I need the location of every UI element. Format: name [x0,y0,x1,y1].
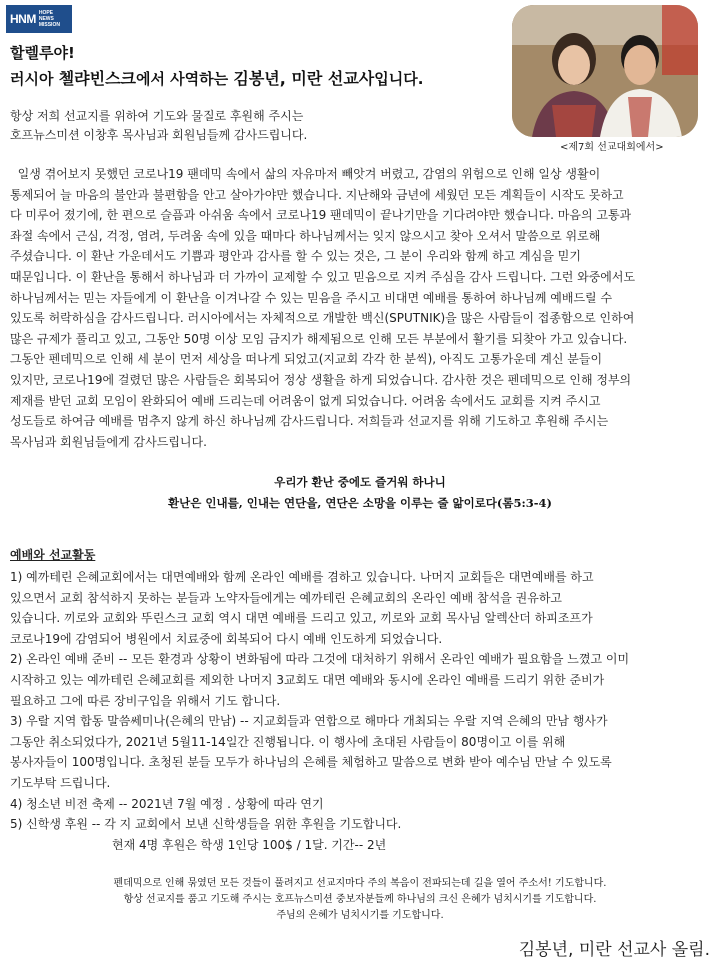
activity-line: 봉사자들이 100명입니다. 초청된 분들 모두가 하나님의 은혜를 체험하고 말씀으로 변화 받아 예수님 만날 수 있도록 [10,755,612,770]
activity-line: 기도부탁 드립니다. [10,775,111,790]
body-line: 다 미루어 졌기에, 한 편으로 슬픔과 아쉬움 속에서 코로나19 팬데믹이 끝나기만을 기다려야만 했습니다. 마음의 고통과 [10,208,632,223]
body-line: 일생 겪어보지 못했던 코로나19 팬데믹 속에서 삶의 자유마저 빼앗겨 버렸고, 감염의 위험으로 인해 일상 생활이 [10,167,601,181]
prayer-closing [0,876,720,924]
body-line: 통제되어 늘 마음의 불안과 불편함을 안고 살아가야만 했습니다. 지난해와 금년에 세웠던 모든 계획들이 시작도 못하고 [10,187,624,202]
body-line: 있도록 허락하심을 감사드립니다. 러시아에서는 자체적으로 개발한 백신(SPUTNIK)을 많은 사람들이 접종함으로 인하여 [10,311,635,326]
body-line: 그동안 펜데믹으로 인해 세 분이 먼저 세상을 떠나게 되었고(지교회 각각 한 분씩), 아직도 고통가운데 계신 분들이 [10,352,603,367]
logo-sub-3: MISSION [38,22,60,28]
thanks-line: 호프뉴스미션 이창후 목사님과 회원님들께 감사드립니다. [10,128,308,142]
verse-line-2: 환난은 인내를, 인내는 연단을, 연단은 소망을 이루는 줄 앎이로다(롬5:3-4) [168,496,552,510]
activity-line: 필요하고 그에 따른 장비구입을 위해서 기도 합니다. [10,693,281,708]
intro-suffix: 입니다. [374,70,424,88]
activity-line: 2) 온라인 예배 준비 -- 모든 환경과 상황이 변화됨에 따라 그것에 대처하기 위해서 온라인 예배가 필요함을 느꼈고 이미 [10,652,630,667]
prayer-line: 항상 선교지를 품고 기도해 주시는 호프뉴스미션 중보자분들께 하나님의 크신 은혜가 넘치시기를 기도합니다. [123,894,597,905]
activity-line: 시작하고 있는 예까테린 은혜교회를 제외한 나머지 3교회도 대면 예배와 동시에 온라인 예배를 드리기 위한 준비가 [10,672,605,687]
section-title: 예배와 선교활동 [10,548,96,562]
activity-line: 1) 예까테린 은혜교회에서는 대면예배와 함께 온라인 예배를 겸하고 있습니다. 나머지 교회들은 대면예배를 하고 [10,570,594,584]
intro-heading [10,66,423,89]
logo-mark: HNM [10,12,36,26]
support-line: 현재 4명 후원은 학생 1인당 100$ / 1달. 기간-- 2년 [112,837,387,852]
body-line: 주셨습니다. 이 환난 가운데서도 기쁨과 평안과 감사를 할 수 있는 것은, 그 분이 우리와 함께 하고 계심을 믿기 [10,249,581,264]
photo-illustration [512,5,698,137]
intro-prefix: 러시아 [10,70,59,88]
thanks-paragraph [10,107,480,145]
body-line: 제재를 받던 교회 모임이 완화되어 예배 드리는데 어려움이 없게 되었습니다. 어려움 속에서도 교회를 지켜 주시고 [10,393,601,408]
body-line: 목사님과 회원님들에게 감사드립니다. [10,434,207,449]
body-line: 성도들로 하여금 예배를 멈추지 않게 하신 하나님께 감사드립니다. 저희들과 선교지를 위해 기도하고 후원해 주시는 [10,414,609,429]
activity-line: 있습니다. 끼로와 교회와 뚜린스크 교회 역시 대면 예배를 드리고 있고, 끼로와 교회 목사님 알렉산더 하피조프가 [10,611,593,626]
activity-line: 코로나19에 감염되어 병원에서 치료중에 회복되어 다시 예배 인도하게 되었습니다. [10,631,443,646]
prayer-line: 주님의 은혜가 넘치시기를 기도합니다. [276,910,444,921]
signature: 김봉년, 미란 선교사 올림. [518,940,710,960]
activity-line: 있으면서 교회 참석하지 못하는 분들과 노약자들에게는 예까테린 은혜교회의 온라인 예배 참석을 권유하고 [10,590,563,605]
photo-caption: <제7회 선교대회에서> [560,142,664,153]
body-line: 많은 규제가 풀리고 있고, 그동안 50명 이상 모임 금지가 해제됨으로 인해 모든 부분에서 활기를 되찾아 가고 있습니다. [10,331,628,346]
body-line: 있지만, 코로나19에 걸렸던 많은 사람들은 회복되어 정상 생활을 하게 되었습니다. 감사한 것은 펜데믹으로 인해 정부의 [10,372,632,387]
body-line: 때문입니다. 이 환난을 통해서 하나님과 더 가까이 교제할 수 있고 믿음으로 지켜 주심을 감사 드립니다. 그런 와중에서도 [10,269,636,284]
body-line: 하나님께서는 믿는 자들에게 이 환난을 이겨나갈 수 있는 믿음을 주시고 비대면 예배를 통하여 하나님께 예배드릴 수 [10,290,613,305]
intro-city: 첼랴빈스크 [58,69,136,88]
activities-list [10,567,710,855]
greeting: 할렐루야! [10,44,75,62]
activity-line: 4) 청소년 비전 축제 -- 2021년 7월 예정 . 상황에 따라 연기 [10,796,324,811]
verse-line-1: 우리가 환난 중에도 즐거워 하나니 [274,475,446,489]
missionary-couple-photo [512,5,698,137]
thanks-line: 항상 저희 선교지를 위하여 기도와 물질로 후원해 주시는 [10,109,304,123]
activity-line: 3) 우랄 지역 합동 말씀쎄미나(은혜의 만남) -- 지교회들과 연합으로 해마다 개최되는 우랄 지역 은혜의 만남 행사가 [10,714,608,729]
logo-sub-1: HOPE [38,10,53,16]
intro-names: 김봉년, 미란 선교사 [233,69,375,88]
activity-line: 5) 신학생 후원 -- 각 지 교회에서 보낸 신학생들을 위한 후원을 기도합니다. [10,817,402,832]
hnm-logo [6,5,72,33]
activity-line: 그동안 취소되었다가, 2021년 5월11-14일간 진행됩니다. 이 행사에 초대된 사람들이 80명이고 이를 위해 [10,734,566,749]
intro-middle: 에서 사역하는 [135,70,234,88]
logo-subtext [39,10,60,28]
prayer-line: 펜데믹으로 인해 묶였던 모든 것들이 풀려지고 선교지마다 주의 복음이 전파되는데 길을 열어 주소서! 기도합니다. [113,878,607,889]
body-line: 좌절 속에서 근심, 걱정, 염려, 두려움 속에 있을 때마다 하나님께서는 잊지 않으시고 찾아 오셔서 말씀으로 위로해 [10,228,601,243]
logo-sub-2: NEWS [38,16,54,22]
letter-body [10,164,710,452]
